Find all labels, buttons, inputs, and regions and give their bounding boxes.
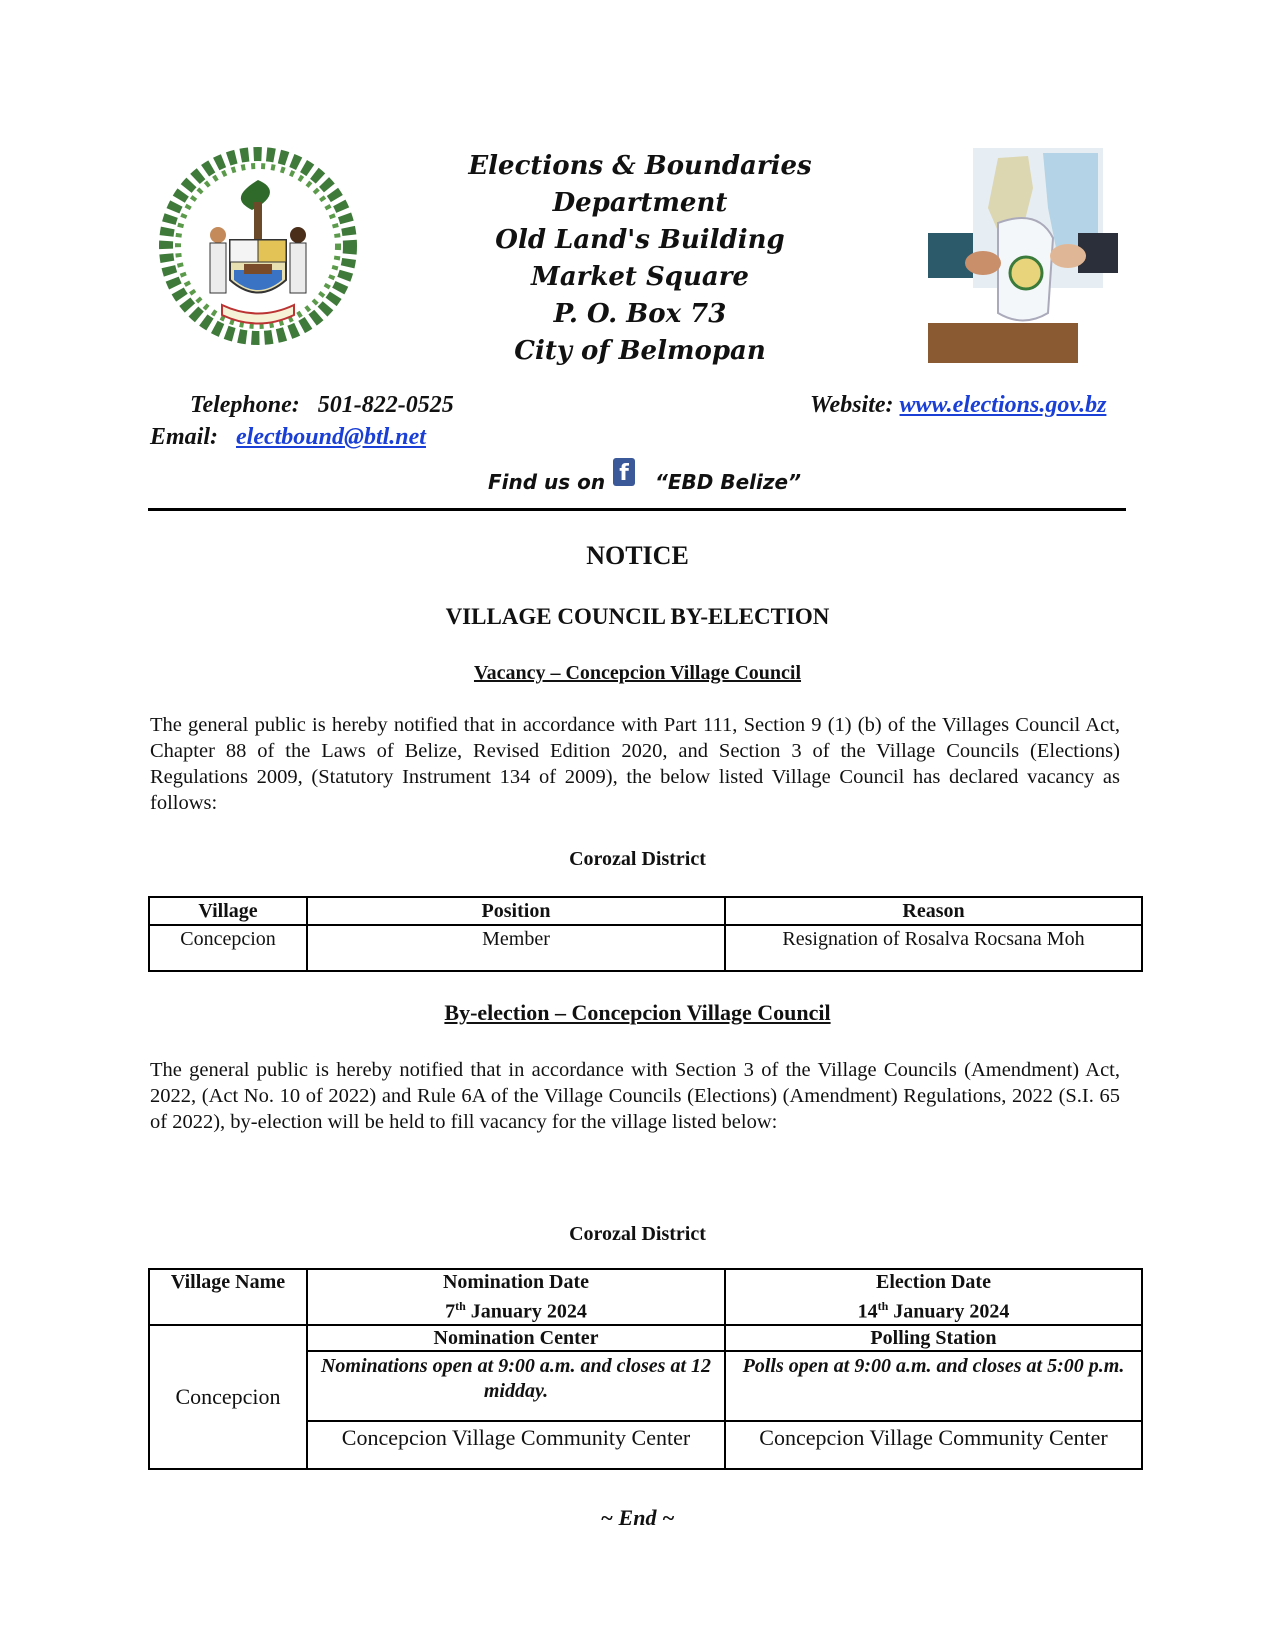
byelection-district: Corozal District [569, 1223, 706, 1245]
address-line-city: City of Belmopan [514, 336, 766, 366]
address-line-building: Old Land's Building [495, 225, 785, 255]
website-link[interactable]: www.elections.gov.bz [899, 392, 1107, 418]
table-row [149, 925, 1142, 971]
vacancy-table-header [149, 897, 1142, 925]
facebook-page-name: “EBD Belize” [655, 470, 801, 494]
nomination-date-value [308, 1294, 724, 1324]
polling-location: Concepcion Village Community Center [725, 1421, 1142, 1469]
vacancy-paragraph: The general public is hereby notified that in accordance with Part 111, Section 9 (1) (b) of the Villages Council Act, Chapter 88 of the Laws of Belize, Revised Edition 2020, and Section 3 of the Village Councils (Elections) Regulations 2009, (Statutory Instrument 134 of 2009), the below listed Village Council has declared vacancy as follows: [150, 714, 1120, 814]
col-nomination-date [307, 1269, 725, 1325]
nomination-day-suffix: th [455, 1299, 466, 1313]
telephone-line [190, 392, 454, 419]
col-position: Position [307, 897, 725, 925]
ballot-box-handshake-image [928, 148, 1118, 363]
email-link[interactable]: electbound@btl.net [236, 424, 426, 450]
election-day: 14 [857, 1300, 878, 1323]
vacancy-district: Corozal District [569, 848, 706, 870]
byelection-paragraph: The general public is hereby notified that in accordance with Section 3 of the Village Councils (Amendment) Act, 2022, (Act No. 10 of 2022) and Rule 6A of the Village Councils (Elections) (Amendment) Regulations, 2022 (S.I. 65 of 2022), by-election will be held to fill vacancy for the village listed below: [150, 1059, 1120, 1133]
col-village: Village [149, 897, 307, 925]
election-date-value [726, 1294, 1141, 1324]
election-date-header: Election Date [876, 1271, 991, 1293]
telephone-label: Telephone: [190, 392, 300, 418]
byelection-table [148, 1268, 1143, 1470]
nomination-month-year: January 2024 [470, 1300, 587, 1323]
nomination-center-header: Nomination Center [307, 1325, 725, 1351]
col-election-date [725, 1269, 1142, 1325]
find-us-label: Find us on [488, 470, 606, 494]
vacancy-heading: Vacancy – Concepcion Village Council [473, 662, 802, 684]
election-month-year: January 2024 [893, 1300, 1010, 1323]
facebook-icon[interactable]: f [613, 458, 635, 486]
belize-coat-of-arms-logo [152, 140, 364, 352]
election-day-suffix: th [877, 1299, 889, 1313]
cell-position: Member [307, 925, 725, 971]
notice-subtitle: VILLAGE COUNCIL BY-ELECTION [445, 604, 830, 629]
nomination-location: Concepcion Village Community Center [307, 1421, 725, 1469]
cell-village-name: Concepcion [149, 1325, 307, 1469]
nomination-date-header: Nomination Date [442, 1271, 590, 1293]
telephone-number: 501-822-0525 [317, 392, 454, 418]
polling-hours: Polls open at 9:00 a.m. and closes at 5:00 p.m. [725, 1351, 1142, 1421]
table-row [149, 1325, 1142, 1351]
address-line-square: Market Square [531, 262, 749, 292]
address-line-pobox: P. O. Box 73 [553, 299, 727, 329]
website-line [810, 392, 1106, 419]
vacancy-table [148, 896, 1143, 972]
email-label: Email: [150, 424, 219, 450]
byelection-table-header [149, 1269, 1142, 1325]
polling-station-header: Polling Station [725, 1325, 1142, 1351]
cell-village: Concepcion [149, 925, 307, 971]
notice-title: NOTICE [586, 541, 689, 570]
col-reason: Reason [725, 897, 1142, 925]
cell-reason: Resignation of Rosalva Rocsana Moh [725, 925, 1142, 971]
department-address [400, 148, 880, 370]
col-village-name: Village Name [149, 1269, 307, 1325]
address-line-department: Elections & Boundaries Department [468, 151, 812, 218]
nomination-day: 7 [445, 1300, 456, 1323]
byelection-heading: By-election – Concepcion Village Council [444, 1000, 831, 1025]
end-marker: ~ End ~ [600, 1505, 675, 1530]
nomination-hours: Nominations open at 9:00 a.m. and closes at 12 midday. [307, 1351, 725, 1421]
email-line [150, 424, 426, 451]
website-label: Website: [810, 392, 894, 418]
header-divider [148, 508, 1126, 511]
